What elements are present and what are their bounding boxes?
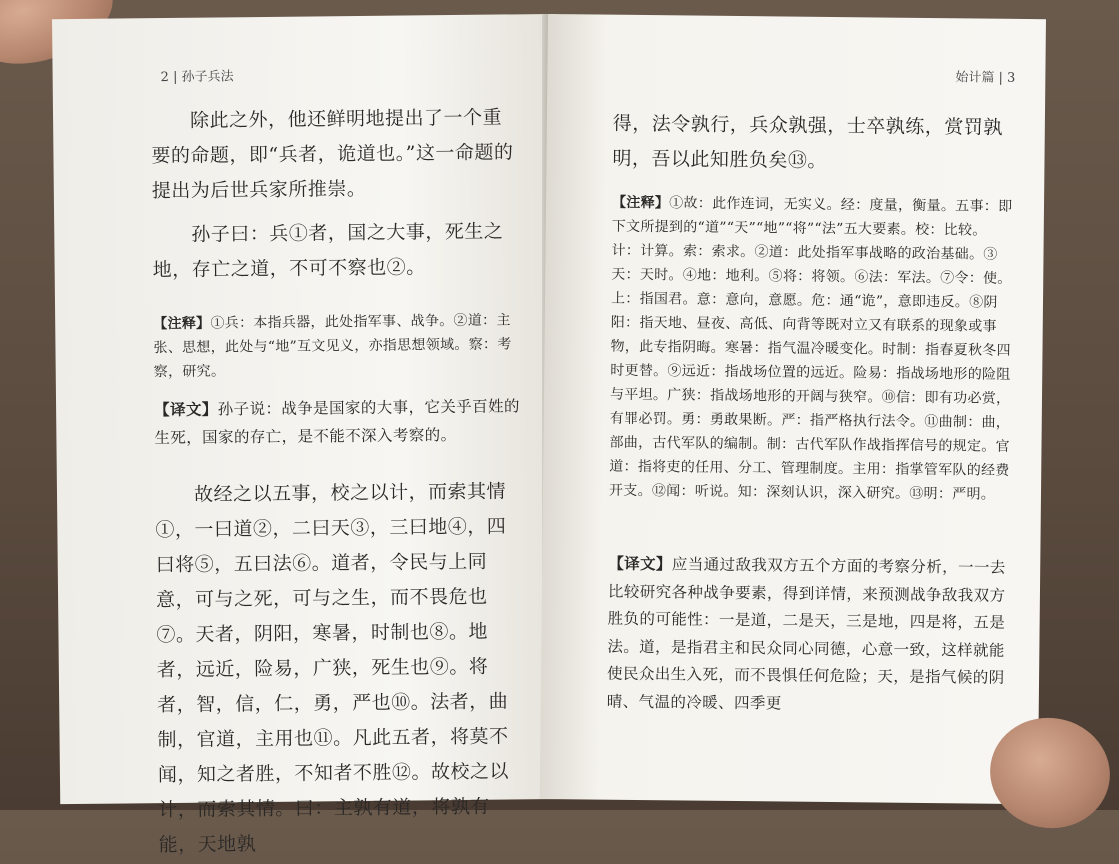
intro-paragraph: 除此之外，他还鲜明地提出了一个重要的命题，即“兵者，诡道也。”这一命题的提出为后世兵家所推崇。 — [150, 106, 514, 203]
original-text-1: 孙子曰：兵①者，国之大事，死生之地，存亡之道，不可不察也②。 — [152, 220, 504, 282]
annotation-text: ①故：此作连词，无实义。经：度量，衡量。五事：即下文所提到的“道”“天”“地”“将”“法”五大要素。校：比较。计：计算。索：索求。②道：此处指军事战略的政治基础。③天：天时。④地：地利。⑤将：将领。⑥法：军法。⑦令：使。上：指国君。意：意向，意愿。危：通“诡”，意即违反。⑧阴阳：指天地、昼夜、高低、向背等既对立又有联系的现象或事物，此专指阴晦。寒暑：指气温冷暖变化。时制：指春夏秋冬四时更替。⑨远近：指战场位置的远近。险易：指战场地形的险阻与平坦。广狭：指战场地形的开阔与狭窄。⑩信：即有功必赏，有罪必罚。勇：勇敢果断。严：指严格执行法令。⑪曲制：曲，部曲，古代军队的编制。制：古代军队作战指挥信号的规定。官道：指将吏的任用、分工、管理制度。主用：指掌管军队的经费开支。⑫闻：听说。知：深刻认识，深入研究。⑬明：严明。 — [608, 195, 1013, 503]
left-page — [52, 14, 558, 857]
right-page-header: 始计篇 | 3 — [955, 70, 1016, 86]
annotation-tag: 【注释】 — [153, 315, 211, 333]
translation-tag: 【译文】 — [154, 399, 218, 420]
translation-text: 应当通过敌我双方五个方面的考察分析，一一去比较研究各种战争要素，得到详情，来预测战争敌我双方胜负的可能性：一是道，二是天，三是地，四是将，五是法。道，是指君主和民众同心同德，心意一致，这样就能使民众出生入死，而不畏惧任何危险；天，是指气候的阴晴、气温的冷暖、四季更 — [606, 555, 1006, 712]
annotation-text: ①兵：本指兵器，此处指军事、战争。②道：主张、思想，此处与“地”互文见义，亦指思想领域。察：考察，研究。 — [153, 312, 512, 381]
right-page — [540, 14, 1046, 804]
translation-text: 孙子说：战争是国家的大事，它关乎百姓的生死，国家的存亡，是不能不深入考察的。 — [154, 397, 520, 447]
original-text-continued: 得，法令孰行，兵众孰强，士卒孰练，赏罚孰明，吾以此知胜负矣⑬。 — [612, 112, 1003, 172]
translation-2 — [607, 550, 1011, 720]
translation-1 — [154, 392, 523, 452]
translation-tag: 【译文】 — [608, 553, 672, 574]
annotation-1 — [153, 308, 522, 384]
left-page-header: 2 | 孙子兵法 — [160, 69, 234, 86]
annotation-2 — [609, 191, 1014, 507]
original-text-2: 故经之以五事，校之以计，而索其情①，一曰道②，二曰天③，三曰地④，四曰将⑤，五曰法⑥。道者，令民与上同意，可与之死，可与之生，而不畏危也⑦。天者，阴阳，寒暑，时制也⑧。地者，远近，险易，广狭，死生也⑨。将者，智，信，仁，勇，严也⑩。法者，曲制，官道，主用也⑪。凡此五者，将莫不闻，知之者胜，不知者不胜⑫。故校之以计，而索其情。曰：主孰有道，将孰有能，天地孰 — [154, 480, 510, 857]
annotation-tag: 【注释】 — [611, 194, 670, 212]
